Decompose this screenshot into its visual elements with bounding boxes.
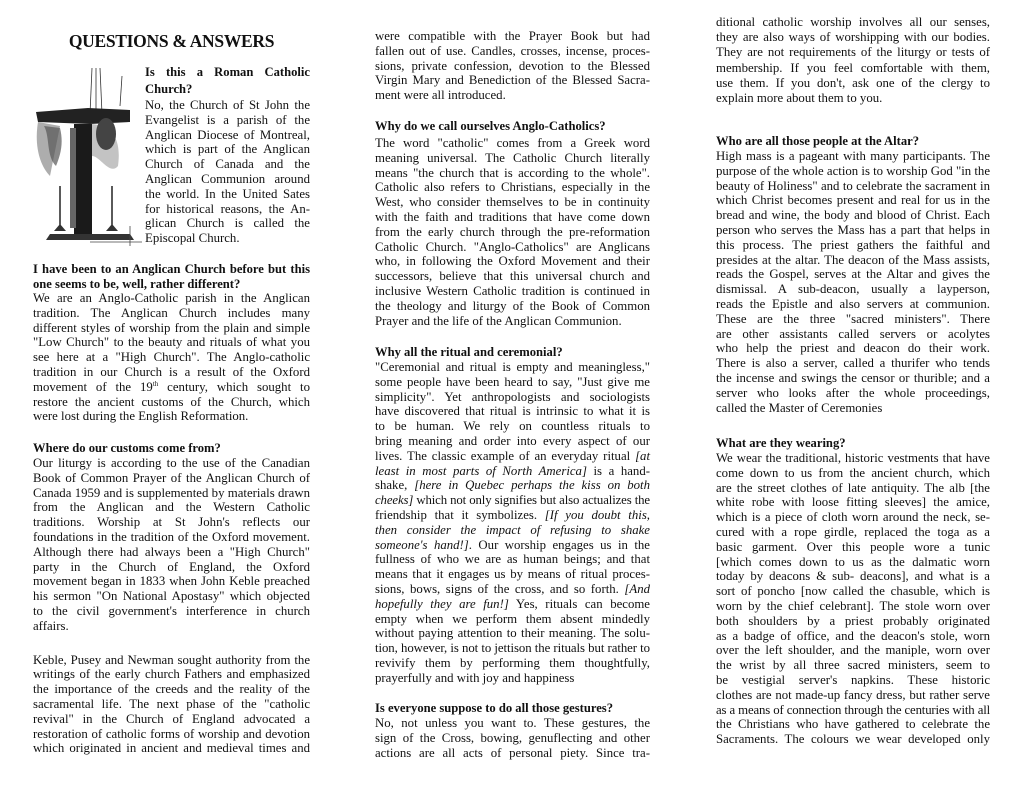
text-line: writings of the early church Fathers and emphasized xyxy=(33,667,310,682)
text-line: High mass is a pageant with many participants. The xyxy=(716,149,990,163)
qa-gestures xyxy=(375,700,650,760)
text-line: to be human. We rely on countless rituals to xyxy=(375,419,650,434)
text-line: tradition. The Anglican Church includes many xyxy=(33,305,310,320)
qa-anglo-catholics xyxy=(375,118,650,328)
text-line: sign of the Cross, bowing, genuflecting and other xyxy=(375,730,650,745)
text-line: presides at the altar. The deacon of the Mass assists, xyxy=(716,252,990,267)
text-line: be vestigial server's napkins. These historic xyxy=(716,672,990,687)
text-line: restore the ancient customs of the Church, which xyxy=(33,394,310,409)
text-line: actions are all acts of personal piety. Since tra- xyxy=(375,745,650,760)
text-line: tion, however, is not to jettison the rituals but rather to xyxy=(375,641,650,656)
text-line: sort of poncho [now called the chasuble, which is xyxy=(716,584,990,599)
question-heading xyxy=(33,261,310,291)
qa-customs-origin xyxy=(33,440,310,756)
text-line: means "the church that is according to the whole". xyxy=(375,165,650,180)
text-line: beauty of Holiness" and to celebrate the sacrament in xyxy=(716,178,990,193)
heading-line: I have been to an Anglican Church before but this xyxy=(33,262,310,276)
text-line: affairs. xyxy=(33,618,69,633)
answer-text xyxy=(145,98,310,246)
text-line: with the faith and traditions that have come down xyxy=(375,209,650,224)
text-line: from the Anglican and the Western Catholic xyxy=(33,500,310,515)
text-line: bread and wine, the body and blood of Christ. Each xyxy=(716,208,990,223)
text-line: party in the Church of England, the Oxford xyxy=(33,559,310,574)
text-line: sacramental life. The next phase of the "catholic xyxy=(33,696,310,711)
qa-anglican-different xyxy=(33,261,310,424)
text-line: ment were all introduced. xyxy=(375,88,506,103)
customs-continuation xyxy=(375,29,650,103)
text-line: as a means of connection through the centuries with all xyxy=(716,702,990,717)
answer-text xyxy=(33,456,310,756)
text-line: Sacraments. The colours we wear developed only xyxy=(716,732,990,747)
answer-text xyxy=(716,451,990,747)
text-line: sions, private confession, devotion to the Blessed xyxy=(375,58,650,73)
text-line: from the early church through the pre-reformation xyxy=(375,224,650,239)
text-line: empty when we perform them absent mindedly xyxy=(375,611,650,626)
text-line: West, who consider themselves to be in continuity xyxy=(375,195,650,210)
text-line: traditions. Worship at St John's reflects our xyxy=(33,515,310,530)
text-line: the importance of the creeds and the reality of the xyxy=(33,682,310,697)
question-heading xyxy=(375,344,650,360)
text-line: Episcopal Church. xyxy=(145,231,240,246)
answer-text xyxy=(33,291,310,424)
text-line: the wrist by all three sacred ministers, seem to xyxy=(716,658,990,673)
text-line: Evangelist is a parish of the xyxy=(145,112,310,127)
text-line: Keble, Pusey and Newman sought authority from the xyxy=(33,652,310,667)
text-line: revival" in the Church of England advocated a xyxy=(33,711,310,726)
text-line: ditional catholic worship involves all our senses, xyxy=(716,15,990,29)
answer-text xyxy=(716,149,990,415)
text-line: "Low Church" to the beauty and rituals of what you xyxy=(33,335,310,350)
text-line: explain more about them to you. xyxy=(716,90,883,105)
text-line: They are not requirements of the liturgy or tests of xyxy=(716,45,990,60)
qa-roman-catholic xyxy=(145,64,310,246)
text-line: were lost during the English Reformation. xyxy=(33,409,249,424)
text-line: There is also a server, called a thurifer who tends xyxy=(716,356,990,371)
text-line: movement of the 19th century, which sought to xyxy=(33,379,310,394)
text-line: Book of Common Prayer of the Anglican Church of xyxy=(33,470,310,485)
text-line: are the street clothes of late antiquity. The alb [the xyxy=(716,480,990,495)
text-line: who help the priest and deacon do their work. xyxy=(716,341,990,356)
text-line: some people have been heard to say, "Just give me xyxy=(375,374,650,389)
text-line: which is a piece of cloth worn around the neck, se- xyxy=(716,510,990,525)
text-line: reads the Gospel, serves at the Altar and gives the xyxy=(716,267,990,282)
text-line: were compatible with the Prayer Book but had xyxy=(375,29,650,43)
text-line: simplicity". Yet anthropologists and sociologists xyxy=(375,389,650,404)
text-line: Our liturgy is according to the use of the Canadian xyxy=(33,456,310,470)
text-line: means that it engages us by means of ritual proces- xyxy=(375,567,650,582)
text-line: prayerfully and with joy and happiness xyxy=(375,670,575,685)
text-line: both shoulders by a priest probably originated xyxy=(716,613,990,628)
text-line: glican Church is called the xyxy=(145,216,310,231)
text-line: without paying attention to their meaning. The solu- xyxy=(375,626,650,641)
text-line: as a badge of office, and the deacon's stole, worn xyxy=(716,628,990,643)
text-line: cheeks] which not only signifies but also actualizes the xyxy=(375,493,650,508)
text-line: We are an Anglo-Catholic parish in the Anglican xyxy=(33,291,310,305)
text-line: No, not unless you want to. These gestures, the xyxy=(375,716,650,730)
text-line: dismissal. A sub-deacon, usually a layperson, xyxy=(716,282,990,297)
text-line: bring meaning and order into every aspect of our xyxy=(375,433,650,448)
text-line: Prayer and the life of the Anglican Communion. xyxy=(375,313,622,328)
altar-illustration xyxy=(30,66,142,246)
paragraph xyxy=(716,451,990,747)
text-line: which Christ becomes present and real for us in the xyxy=(716,193,990,208)
text-line: they are also ways of worshipping with our bodies. xyxy=(716,30,990,45)
text-line: fallen out of use. Candles, crosses, incense, proces- xyxy=(375,43,650,58)
paragraph xyxy=(375,360,650,686)
text-line: see here at a "High Church". The Anglo-catholic xyxy=(33,350,310,365)
page-title: QUESTIONS & ANSWERS xyxy=(68,31,275,51)
text-line: restoration of catholic forms of worship and devotion xyxy=(33,726,310,741)
text-line: which originated in ancient and medieval times and xyxy=(33,741,310,756)
answer-text xyxy=(716,15,990,106)
heading-line: Why all the ritual and ceremonial? xyxy=(375,345,563,359)
paragraph xyxy=(375,29,650,103)
heading-line: Why do we call ourselves Anglo-Catholics? xyxy=(375,119,606,133)
text-line: least in most parts of North America] is a hand- xyxy=(375,463,650,478)
text-line: for historical reasons, the An- xyxy=(145,201,310,216)
text-line: to the civil government's interference in church xyxy=(33,603,310,618)
text-line: which is part of the Anglican xyxy=(145,142,310,157)
text-line: the incense and swings the censor or thurible; and a xyxy=(716,370,990,385)
heading-line: What are they wearing? xyxy=(716,436,846,450)
text-line: Catholic Church. "Anglo-Catholics" are Anglicans xyxy=(375,239,650,254)
text-line: this process. The priest gathers the faithful and xyxy=(716,237,990,252)
text-line: then consider the impact of refusing to shake xyxy=(375,522,650,537)
text-line: meaning universal. The Catholic Church literally xyxy=(375,150,650,165)
heading-line: one seems to be, well, rather different? xyxy=(33,277,241,291)
answer-text xyxy=(375,716,650,760)
question-heading xyxy=(33,440,310,456)
text-line: hopefully they are fun!] Yes, rituals can become xyxy=(375,596,650,611)
text-line: use them. If you don't, ask one of the clergy to xyxy=(716,75,990,90)
text-line: reads the Epistle and also servers at communion. xyxy=(716,296,990,311)
paragraph xyxy=(716,149,990,415)
text-line: [which comes down to us as the dalmatic worn xyxy=(716,554,990,569)
paragraph xyxy=(145,98,310,246)
paragraph xyxy=(33,291,310,424)
text-line: the world. In the United Sates xyxy=(145,186,310,201)
qa-ritual-ceremonial xyxy=(375,344,650,686)
question-heading xyxy=(145,64,310,98)
text-line: Anglican Diocese of Montreal, xyxy=(145,127,310,142)
text-line: "Ceremonial and ritual is empty and meaningless," xyxy=(375,360,650,374)
text-line: his sermon "On National Apostasy" which objected xyxy=(33,589,310,604)
text-line: Anglican Communion around xyxy=(145,171,310,186)
text-line: the theology and liturgy of the Book of Common xyxy=(375,298,650,313)
text-line: come down to us from the ancient church, which xyxy=(716,465,990,480)
text-line: fullness of who we are as human beings; and that xyxy=(375,552,650,567)
text-line: We wear the traditional, historic vestments that have xyxy=(716,451,990,465)
text-line: Catholic also refers to Christians, especially in the xyxy=(375,180,650,195)
text-line: lives. The classic example of an everyday ritual [at xyxy=(375,448,650,463)
text-line: revivify them by performing them thoughtfully, xyxy=(375,655,650,670)
text-line: basic garment. Over this people wore a tunic xyxy=(716,539,990,554)
question-heading xyxy=(375,700,650,716)
text-line: worn by the chief celebrant]. The stole worn over xyxy=(716,598,990,613)
text-line: shake, [here in Quebec perhaps the kiss on both xyxy=(375,478,650,493)
text-line: cured with a rope girdle, replaced the toga as a xyxy=(716,524,990,539)
text-line: who, in following the Oxford Movement and their xyxy=(375,254,650,269)
text-line: No, the Church of St John the xyxy=(145,98,310,112)
text-line: called the Master of Ceremonies xyxy=(716,400,883,415)
text-line: Virgin Mary and Benediction of the Blessed Sacra- xyxy=(375,73,650,88)
text-line: white robe with loose fitting sleeves] the amice, xyxy=(716,495,990,510)
heading-line: Who are all those people at the Altar? xyxy=(716,134,919,148)
answer-text xyxy=(375,136,650,328)
heading-line: Church? xyxy=(145,82,193,96)
paragraph xyxy=(375,136,650,328)
text-line: over the left shoulder, and the maniple, worn over xyxy=(716,643,990,658)
question-heading xyxy=(716,435,990,451)
text-line: Although there had always been a "High Church" xyxy=(33,544,310,559)
text-line: clothes are not made-up fancy dress, but rather serve xyxy=(716,687,990,702)
heading-line: Where do our customs come from? xyxy=(33,441,221,455)
paragraph xyxy=(33,456,310,634)
text-line: today by deacons & sub- deacons], and what is a xyxy=(716,569,990,584)
heading-line: Is everyone suppose to do all those gestures? xyxy=(375,701,614,715)
text-line: inclusive Western Catholic tradition is continued in xyxy=(375,283,650,298)
heading-line: Is this a Roman Catholic xyxy=(145,65,310,79)
text-line: purpose of the whole action is to worship God "in the xyxy=(716,163,990,178)
gestures-continuation xyxy=(716,15,990,106)
text-line: sions, bows, signs of the cross, and so forth. [And xyxy=(375,581,650,596)
text-line: person who serves the Mass has a part that helps in xyxy=(716,222,990,237)
text-line: tradition in our Church is a result of the Oxford xyxy=(33,364,310,379)
text-line: server who looks after the whole proceedings, xyxy=(716,385,990,400)
answer-text xyxy=(375,29,650,103)
text-line: These are the three "sacred ministers". There xyxy=(716,311,990,326)
text-line: Church of Canada and the xyxy=(145,157,310,172)
text-line: movement began in 1833 when John Keble preached xyxy=(33,574,310,589)
paragraph xyxy=(375,716,650,760)
text-line: Canada 1959 and is supplemented by materials drawn xyxy=(33,485,310,500)
text-line: have discovered that ritual is intrinsic to what it is xyxy=(375,404,650,419)
question-heading xyxy=(375,118,650,136)
answer-text xyxy=(375,360,650,686)
paragraph xyxy=(716,15,990,106)
question-heading xyxy=(716,133,990,149)
text-line: someone's hand!]. Our worship engages us in the xyxy=(375,537,650,552)
text-line: successors, believe that this universal church and xyxy=(375,269,650,284)
text-line: foundations in the tradition of the Oxford movement. xyxy=(33,529,310,544)
text-line: are other assistants called servers or acolytes xyxy=(716,326,990,341)
paragraph xyxy=(33,653,310,757)
text-line: the Christians who have gathered to celebrate the xyxy=(716,717,990,732)
text-line: membership. If you feel comfortable with them, xyxy=(716,60,990,75)
qa-people-at-altar xyxy=(716,133,990,415)
text-line: different styles of worship from the plain and simple xyxy=(33,320,310,335)
text-line: The word "catholic" comes from a Greek word xyxy=(375,136,650,150)
qa-vestments xyxy=(716,435,990,747)
text-line: friendship that it symbolizes. [If you doubt this, xyxy=(375,507,650,522)
